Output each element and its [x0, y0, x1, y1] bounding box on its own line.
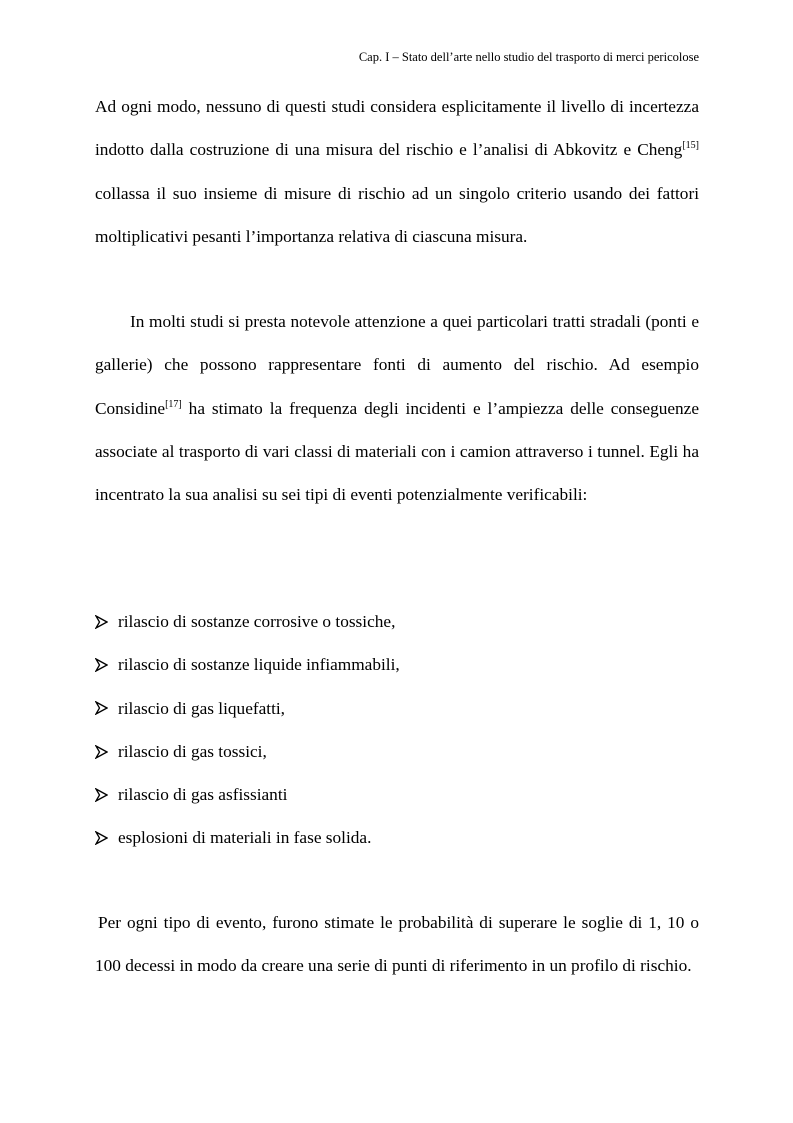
citation-15: [15] — [682, 140, 699, 152]
paragraph-3 — [95, 901, 699, 988]
arrowhead-bullet-icon — [95, 615, 108, 629]
arrowhead-bullet-icon — [95, 658, 108, 672]
paragraph-3-text: Per ogni tipo di evento, furono stimate le probabilità di superare le soglie di 1, 10 o 100 decessi in modo da creare una serie di punti di riferimento in un profilo di rischio. — [95, 913, 699, 976]
list-item — [95, 600, 699, 643]
paragraph-2 — [95, 300, 699, 516]
list-item-text: rilascio di sostanze corrosive o tossiche, — [118, 612, 396, 631]
list-item-text: rilascio di gas liquefatti, — [118, 698, 286, 718]
running-header: Cap. I – Stato dell’arte nello studio del trasporto di merci pericolose — [358, 50, 699, 64]
event-types-list — [95, 600, 699, 860]
list-item — [95, 687, 699, 730]
list-item — [95, 643, 699, 686]
list-item-text: rilascio di gas asfissianti — [118, 785, 288, 805]
list-item-text: rilascio di sostanze liquide infiammabili, — [118, 655, 400, 675]
paragraph-1-text-b: collassa il suo insieme di misure di rischio ad un singolo criterio usando dei fattori moltiplicativi pesanti l’importanza relativa di ciascuna misura. — [95, 183, 699, 246]
list-item-text: esplosioni di materiali in fase solida. — [118, 828, 372, 848]
arrowhead-bullet-icon — [95, 788, 108, 802]
paragraph-1 — [95, 85, 699, 258]
list-item — [95, 816, 699, 859]
paragraph-2-text-b: ha stimato la frequenza degli incidenti e l’ampiezza delle conseguenze associate al trasporto di vari classi di materiali con i camion attraverso i tunnel. Egli ha incentrato la sua analisi su sei tipi di eventi potenzialmente verificabili: — [95, 398, 699, 505]
arrowhead-bullet-icon — [95, 701, 108, 715]
citation-17: [17] — [165, 398, 182, 410]
list-item-text: rilascio di gas tossici, — [118, 741, 267, 761]
list-item — [95, 730, 699, 773]
paragraph-2-text-a: In molti studi si presta notevole attenzione a quei particolari tratti stradali (ponti e gallerie) che possono rappresentare fonti di aumento del rischio. Ad esempio Considine — [95, 312, 699, 418]
arrowhead-bullet-icon — [95, 745, 108, 759]
arrowhead-bullet-icon — [95, 831, 108, 845]
paragraph-1-text-a: Ad ogni modo, nessuno di questi studi considera esplicitamente il livello di incertezza indotto dalla costruzione di una misura del rischio e l’analisi di Abkovitz e Cheng — [95, 97, 699, 160]
list-item — [95, 773, 699, 816]
